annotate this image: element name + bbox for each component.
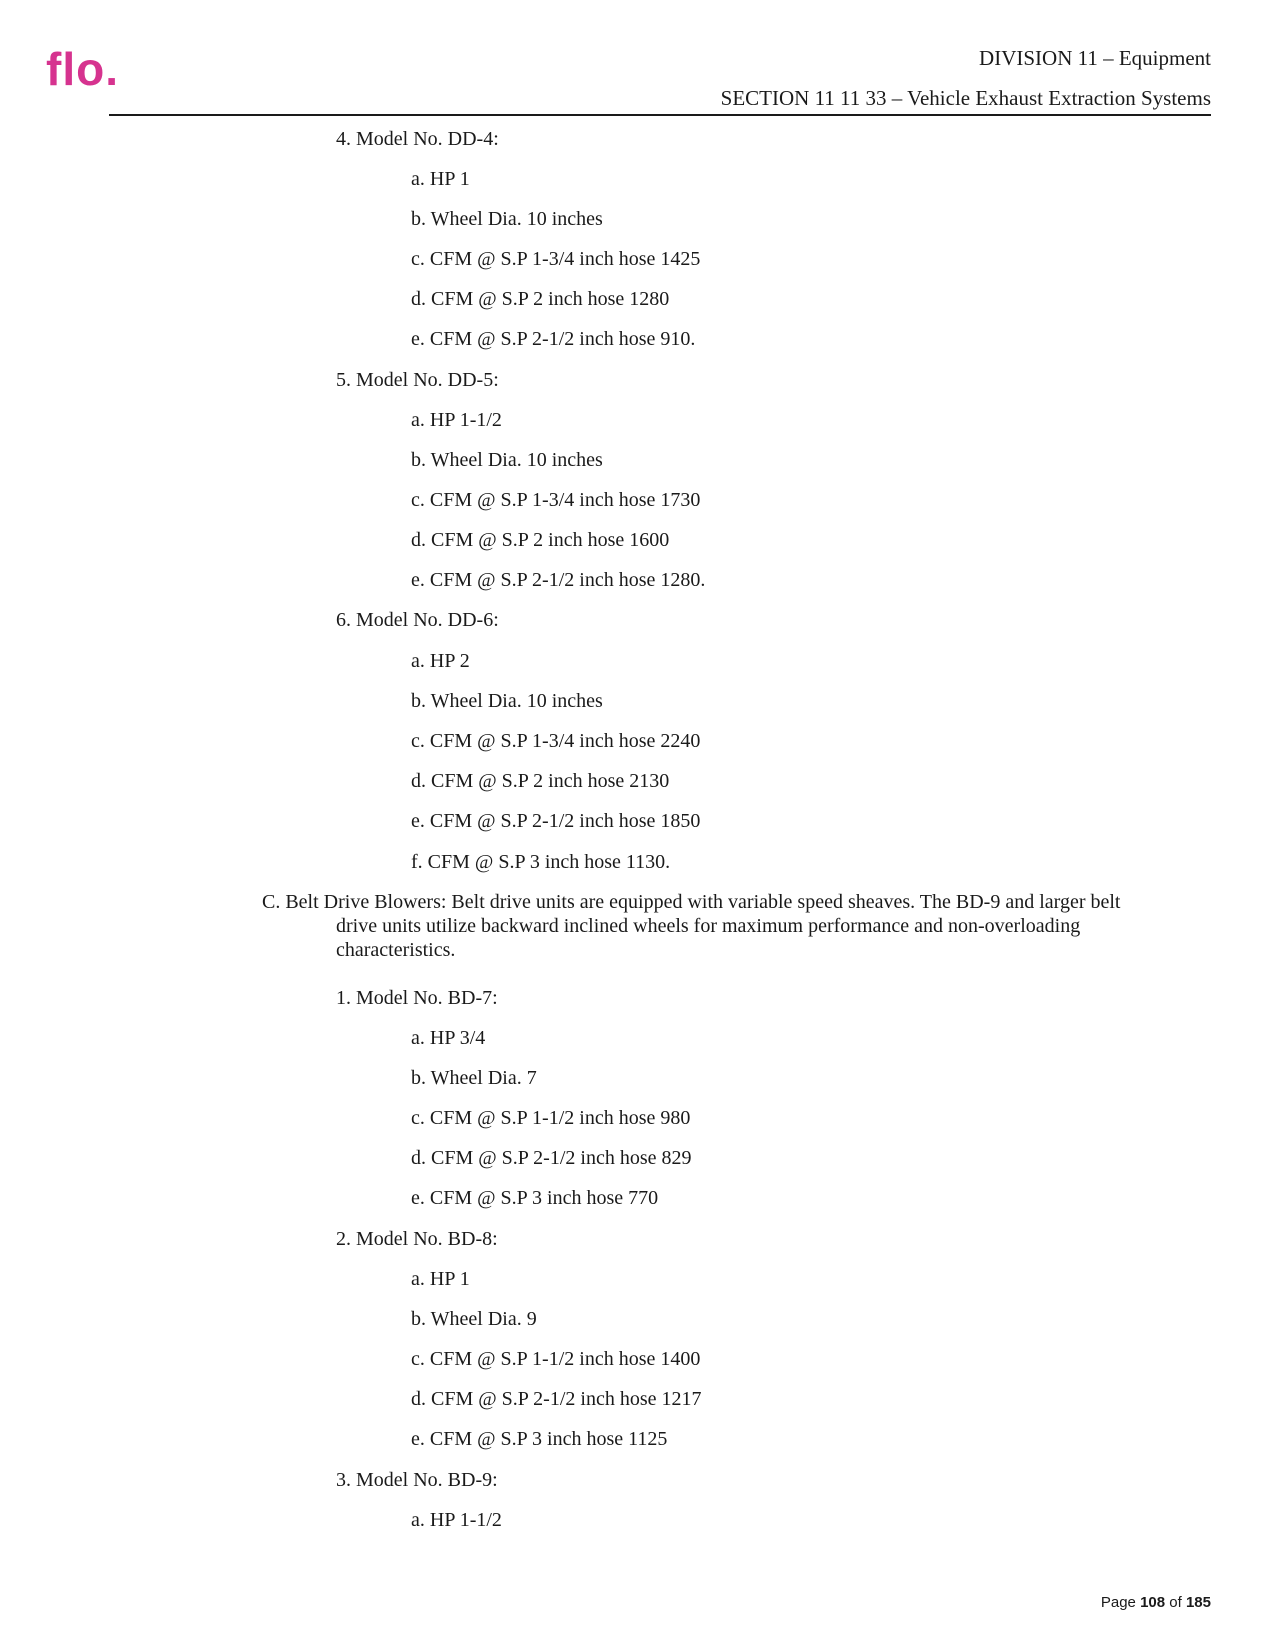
paragraph-line: characteristics.: [336, 939, 456, 961]
page-number-footer: [1101, 1594, 1211, 1611]
list-item: a. HP 1-1/2: [411, 409, 502, 431]
of-label: of: [1169, 1594, 1182, 1611]
list-item: b. Wheel Dia. 10 inches: [411, 449, 603, 471]
list-item: a. HP 1-1/2: [411, 1509, 502, 1531]
list-item: c. CFM @ S.P 1-3/4 inch hose 1425: [411, 248, 701, 270]
list-item: b. Wheel Dia. 10 inches: [411, 690, 603, 712]
list-item: b. Wheel Dia. 9: [411, 1308, 537, 1330]
model-heading-bd9: 3. Model No. BD-9:: [336, 1469, 498, 1491]
list-item: d. CFM @ S.P 2 inch hose 2130: [411, 770, 670, 792]
list-item: a. HP 1: [411, 168, 470, 190]
list-item: d. CFM @ S.P 2 inch hose 1600: [411, 529, 670, 551]
list-item: c. CFM @ S.P 1-1/2 inch hose 1400: [411, 1348, 701, 1370]
model-heading-bd8: 2. Model No. BD-8:: [336, 1228, 498, 1250]
current-page: 108: [1140, 1594, 1166, 1611]
list-item: d. CFM @ S.P 2-1/2 inch hose 1217: [411, 1388, 702, 1410]
total-pages: 185: [1185, 1594, 1211, 1611]
list-item: e. CFM @ S.P 3 inch hose 1125: [411, 1428, 668, 1450]
model-heading-dd4: 4. Model No. DD-4:: [336, 128, 499, 150]
model-heading-dd5: 5. Model No. DD-5:: [336, 369, 499, 391]
list-item: a. HP 3/4: [411, 1027, 486, 1049]
belt-drive-paragraph: [262, 890, 1162, 962]
section-header: SECTION 11 11 33 – Vehicle Exhaust Extraction Systems: [720, 86, 1211, 110]
model-heading-dd6: 6. Model No. DD-6:: [336, 609, 499, 631]
list-item: f. CFM @ S.P 3 inch hose 1130.: [411, 851, 671, 873]
list-item: e. CFM @ S.P 2-1/2 inch hose 1850: [411, 810, 701, 832]
list-item: d. CFM @ S.P 2 inch hose 1280: [411, 288, 670, 310]
list-item: a. HP 2: [411, 650, 470, 672]
paragraph-line: C. Belt Drive Blowers: Belt drive units are equipped with variable speed sheaves. The BD-9 and larger belt: [262, 891, 1121, 913]
model-heading-bd7: 1. Model No. BD-7:: [336, 987, 498, 1009]
page-label: Page: [1100, 1594, 1136, 1611]
flo-logo: flo.: [46, 43, 119, 95]
list-item: c. CFM @ S.P 1-3/4 inch hose 1730: [411, 489, 701, 511]
list-item: a. HP 1: [411, 1268, 470, 1290]
list-item: c. CFM @ S.P 1-3/4 inch hose 2240: [411, 730, 701, 752]
division-header: DIVISION 11 – Equipment: [979, 46, 1211, 70]
list-item: b. Wheel Dia. 10 inches: [411, 208, 603, 230]
list-item: e. CFM @ S.P 2-1/2 inch hose 1280.: [411, 569, 706, 591]
list-item: e. CFM @ S.P 2-1/2 inch hose 910.: [411, 328, 696, 350]
list-item: b. Wheel Dia. 7: [411, 1067, 537, 1089]
list-item: e. CFM @ S.P 3 inch hose 770: [411, 1187, 659, 1209]
paragraph-line: drive units utilize backward inclined wheels for maximum performance and non-overloading: [336, 915, 1081, 937]
list-item: d. CFM @ S.P 2-1/2 inch hose 829: [411, 1147, 692, 1169]
list-item: c. CFM @ S.P 1-1/2 inch hose 980: [411, 1107, 691, 1129]
header-divider: [109, 114, 1211, 116]
